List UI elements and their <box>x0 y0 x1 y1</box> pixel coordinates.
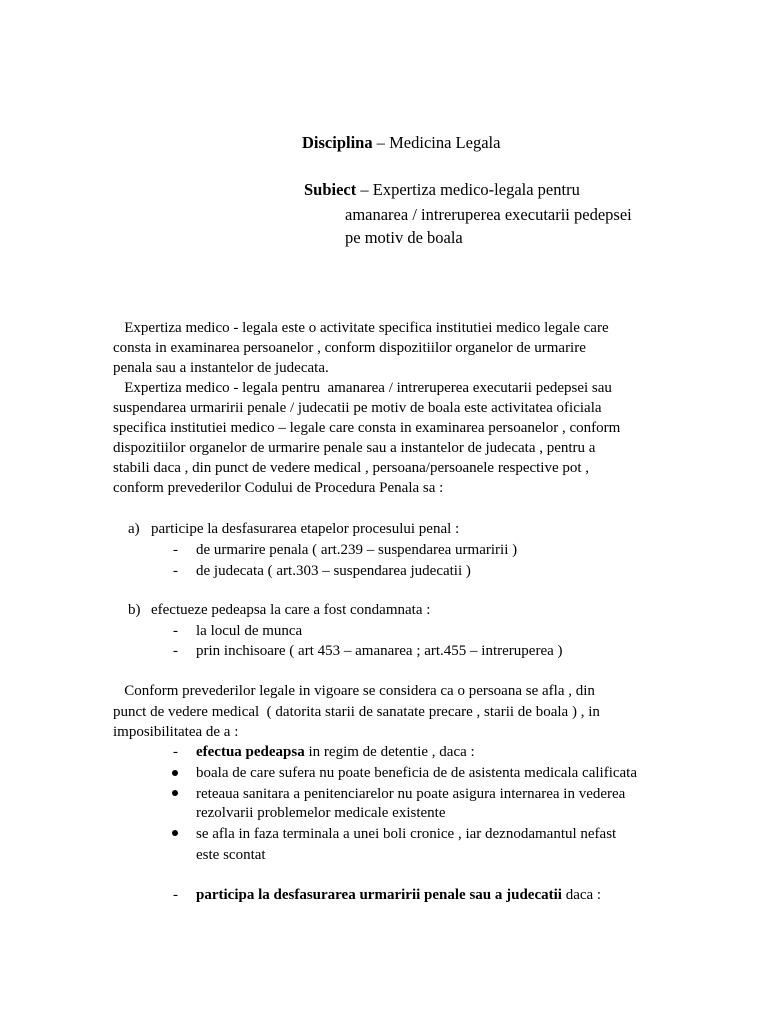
list-b-dash-1: - <box>173 623 178 639</box>
bullet-dot-2 <box>172 790 178 796</box>
paragraph-2-line-4: dispozitiilor organelor de urmarire penale sau a instantelor de judecata , pentru a <box>113 440 596 456</box>
condition-1-bold: efectua pedeapsa <box>196 744 305 760</box>
paragraph-3-line-3: imposibilitatea de a : <box>113 724 239 740</box>
condition-2-text <box>196 885 601 905</box>
discipline-line <box>302 132 500 154</box>
bullet-dot-3 <box>172 830 178 836</box>
discipline-value: – Medicina Legala <box>376 133 501 152</box>
paragraph-2-line-2: suspendarea urmaririi penale / judecatii pe motiv de boala este activitatea oficiala <box>113 400 602 416</box>
discipline-label: Disciplina <box>302 133 373 152</box>
subject-value-1: – Expertiza medico-legala pentru <box>360 180 580 199</box>
bullet-item-2-line-1: reteaua sanitara a penitenciarelor nu poate asigura internarea in vederea <box>196 786 626 802</box>
list-a-item-1: de urmarire penala ( art.239 – suspendarea urmaririi ) <box>196 542 518 558</box>
paragraph-3-line-1: Conform prevederilor legale in vigoare se considera ca o persoana se afla , din <box>113 683 595 699</box>
paragraph-3-line-2: punct de vedere medical ( datorita starii de sanatate precare , starii de boala ) , in <box>113 704 600 720</box>
bullet-item-3-line-2: este scontat <box>196 847 266 863</box>
subject-line-3: pe motiv de boala <box>345 228 463 247</box>
list-a-dash-2: - <box>173 563 178 579</box>
paragraph-2-line-3: specifica institutiei medico – legale care consta in examinarea persoanelor , conform <box>113 420 621 436</box>
list-b-item-2: prin inchisoare ( art 453 – amanarea ; art.455 – intreruperea ) <box>196 643 563 659</box>
condition-2-bold: participa la desfasurarea urmaririi penale sau a judecatii <box>196 887 562 903</box>
bullet-item-3-line-1: se afla in faza terminala a unei boli cronice , iar deznodamantul nefast <box>196 826 617 842</box>
condition-1-rest: in regim de detentie , daca : <box>304 744 475 760</box>
list-b-text: efectueze pedeapsa la care a fost condamnata : <box>151 602 431 618</box>
bullet-dot-1 <box>172 770 178 776</box>
subject-line-2: amanarea / intreruperea executarii pedepsei <box>345 205 632 224</box>
subject-label: Subiect <box>304 180 357 199</box>
list-a-item-2: de judecata ( art.303 – suspendarea judecatii ) <box>196 563 471 579</box>
bullet-item-2-line-2: rezolvarii problemelor medicale existente <box>196 805 446 821</box>
paragraph-2-line-5: stabili daca , din punct de vedere medical , persoana/persoanele respective pot , <box>113 460 590 476</box>
bullet-item-1: boala de care sufera nu poate beneficia de de asistenta medicala calificata <box>196 765 637 781</box>
paragraph-2-line-1: Expertiza medico - legala pentru amanarea / intreruperea executarii pedepsei sau <box>113 380 612 396</box>
list-b-dash-2: - <box>173 643 178 659</box>
paragraph-1-line-3: penala sau a instantelor de judecata. <box>113 360 329 376</box>
subject-line-1 <box>304 179 580 201</box>
list-a-text: participe la desfasurarea etapelor procesului penal : <box>151 521 460 537</box>
condition-1-text <box>196 742 475 762</box>
list-a-dash-1: - <box>173 542 178 558</box>
condition-2-dash: - <box>173 887 178 903</box>
paragraph-2-line-6: conform prevederilor Codului de Procedura Penala sa : <box>113 480 444 496</box>
list-b-marker: b) <box>128 602 141 618</box>
condition-1-dash: - <box>173 744 178 760</box>
list-b-item-1: la locul de munca <box>196 623 303 639</box>
condition-2-rest: daca : <box>561 887 602 903</box>
paragraph-1-line-2: consta in examinarea persoanelor , conform dispozitiilor organelor de urmarire <box>113 340 586 356</box>
paragraph-1-line-1: Expertiza medico - legala este o activitate specifica institutiei medico legale care <box>113 320 609 336</box>
list-a-marker: a) <box>128 521 140 537</box>
